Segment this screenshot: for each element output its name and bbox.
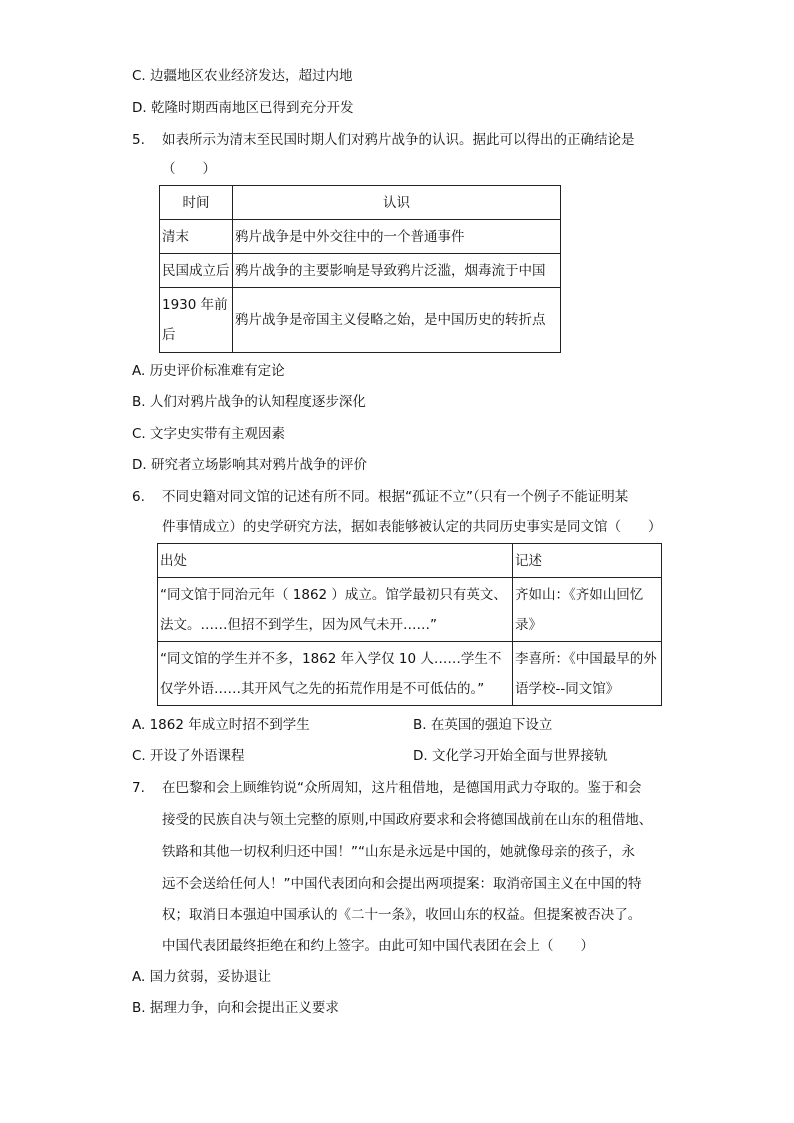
q5-table-header-view: 认识 (233, 186, 561, 220)
q6-option-d: D. 文化学习开始全面与世界接轨 (413, 748, 608, 764)
q6-table-header-record: 记述 (513, 544, 662, 578)
q5-stem: 如表所示为清末至民国时期人们对鸦片战争的认识。据此可以得出的正确结论是 (162, 132, 635, 148)
q5-table-header-time: 时间 (160, 186, 233, 220)
q5-option-a: A. 历史评价标准难有定论 (132, 363, 285, 379)
q4-option-c: C. 边疆地区农业经济发达，超过内地 (132, 68, 353, 84)
q6-stem-line-1: 不同史籍对同文馆的记述有所不同。根据“孤证不立”（只有一个例子不能证明某 (162, 489, 629, 505)
q6-option-a: A. 1862 年成立时招不到学生 (132, 717, 310, 733)
q6-table (157, 543, 662, 706)
q6-stem-line-2: 件事情成立）的史学研究方法，据如表能够被认定的共同历史事实是同文馆（ ） (162, 519, 662, 535)
table-cell: 鸦片战争是帝国主义侵略之始，是中国历史的转折点 (233, 288, 561, 353)
q7-number: 7. (132, 780, 145, 796)
table-row (158, 642, 662, 706)
table-cell: 鸦片战争的主要影响是导致鸦片泛滥，烟毒流于中国 (233, 254, 561, 288)
q7-option-a: A. 国力贫弱，妥协退让 (132, 969, 272, 985)
table-row (158, 578, 662, 642)
q7-stem-line-3: 铁路和其他一切权利归还中国！”“山东是永远是中国的，她就像母亲的孩子，永 (162, 844, 635, 860)
q5-number: 5. (132, 132, 145, 148)
q6-option-c: C. 开设了外语课程 (132, 748, 245, 764)
table-cell: “同文馆的学生并不多，1862 年入学仅 10 人……学生不仅学外语……其开风气之先的拓荒作用是不可低估的。” (158, 642, 513, 706)
q7-stem-line-5: 权；取消日本强迫中国承认的《二十一条》，收回山东的权益。但提案被否决了。 (162, 907, 642, 923)
q7-stem-line-4: 远不会送给任何人！”中国代表团向和会提出两项提案：取消帝国主义在中国的特 (162, 876, 642, 892)
table-row (160, 288, 561, 353)
q5-answer-paren: （ ） (162, 161, 216, 177)
q7-stem-line-1: 在巴黎和会上顾维钧说“众所周知，这片租借地，是德国用武力夺取的。鉴于和会 (162, 780, 642, 796)
q6-option-b: B. 在英国的强迫下设立 (413, 717, 553, 733)
q7-option-b: B. 据理力争，向和会提出正义要求 (132, 1000, 339, 1016)
table-cell: 鸦片战争是中外交往中的一个普通事件 (233, 220, 561, 254)
q5-option-d: D. 研究者立场影响其对鸦片战争的评价 (132, 457, 367, 473)
q6-number: 6. (132, 489, 145, 505)
table-row (160, 220, 561, 254)
q5-table (159, 185, 561, 353)
q6-table-header-source: 出处 (158, 544, 513, 578)
table-row (160, 254, 561, 288)
q5-option-b: B. 人们对鸦片战争的认知程度逐步深化 (132, 394, 366, 410)
table-cell: 民国成立后 (160, 254, 233, 288)
table-cell: 1930 年前后 (160, 288, 233, 353)
q7-stem-line-2: 接受的民族自决与领土完整的原则,中国政府要求和会将德国战前在山东的租借地、 (162, 812, 653, 828)
table-cell: “同文馆于同治元年（ 1862 ）成立。馆学最初只有英文、法文。……但招不到学生，因为风气未开……” (158, 578, 513, 642)
q4-option-d: D. 乾隆时期西南地区已得到充分开发 (132, 100, 354, 116)
q7-stem-line-6: 中国代表团最终拒绝在和约上签字。由此可知中国代表团在会上（ ） (162, 938, 594, 954)
q5-option-c: C. 文字史实带有主观因素 (132, 426, 286, 442)
table-cell: 李喜所：《中国最早的外语学校--同文馆》 (513, 642, 662, 706)
table-cell: 齐如山：《齐如山回忆录》 (513, 578, 662, 642)
table-cell: 清末 (160, 220, 233, 254)
